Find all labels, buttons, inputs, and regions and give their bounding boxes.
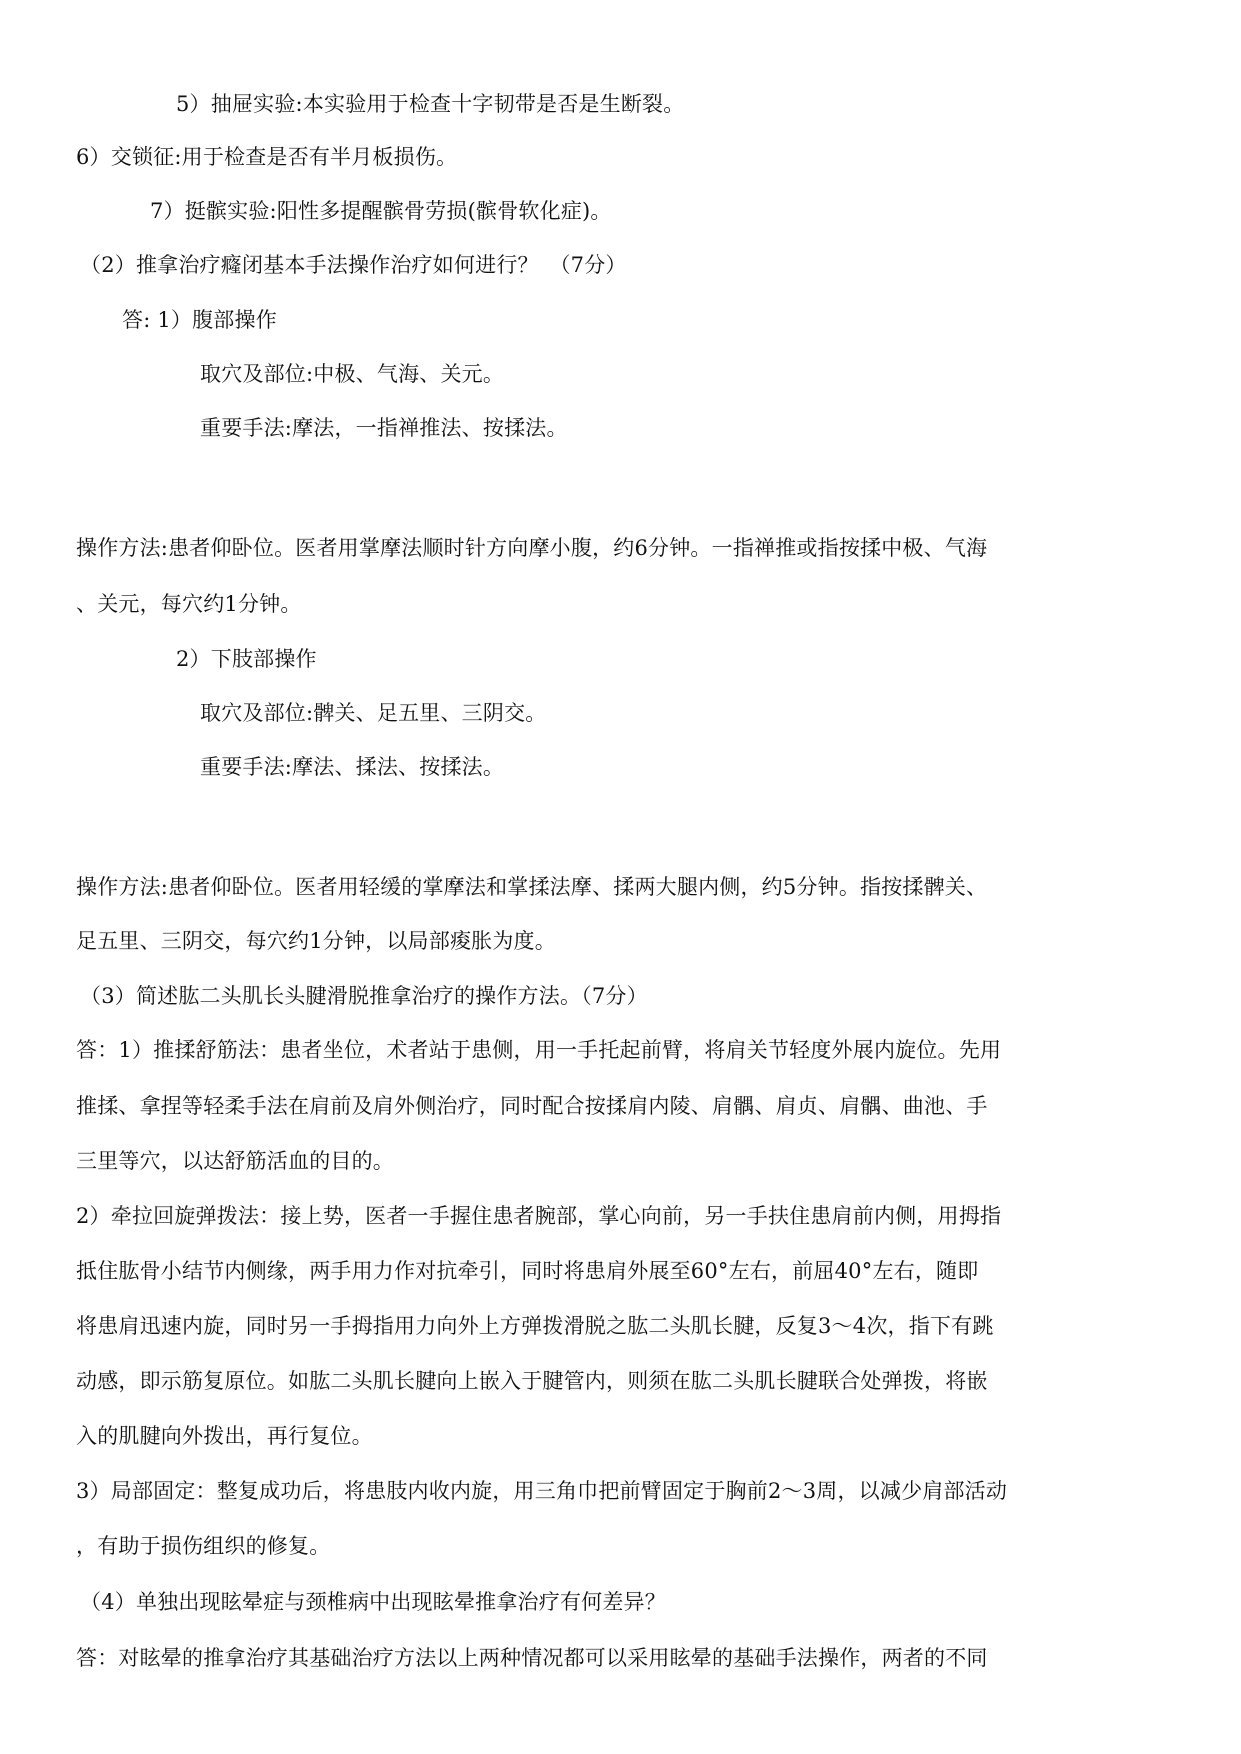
text-line: 抵住肱骨小结节内侧缘，两手用力作对抗牵引，同时将患肩外展至60°左右，前屈40°左右，随即 bbox=[76, 1259, 979, 1283]
text-line: 答：1）推揉舒筋法：患者坐位，术者站于患侧，用一手托起前臂，将肩关节轻度外展内旋位。先用 bbox=[76, 1038, 1002, 1062]
text-line: 重要手法:摩法，一指禅推法、按揉法。 bbox=[200, 416, 568, 440]
text-line: 6）交锁征:用于检查是否有半月板损伤。 bbox=[76, 145, 458, 169]
text-line: 将患肩迅速内旋，同时另一手拇指用力向外上方弹拨滑脱之肱二头肌长腱，反复3～4次，指下有跳 bbox=[76, 1314, 994, 1338]
text-line: 取穴及部位:髀关、足五里、三阴交。 bbox=[200, 701, 547, 725]
text-line: 足五里、三阴交，每穴约1分钟，以局部痠胀为度。 bbox=[76, 929, 556, 953]
text-line: 推揉、拿捏等轻柔手法在肩前及肩外侧治疗，同时配合按揉肩内陵、肩髃、肩贞、肩髃、曲池、手 bbox=[76, 1094, 988, 1118]
text-line: 操作方法:患者仰卧位。医者用掌摩法顺时针方向摩小腹，约6分钟。一指禅推或指按揉中极、气海 bbox=[76, 536, 988, 560]
text-line: 动感，即示筋复原位。如肱二头肌长腱向上嵌入于腱管内，则须在肱二头肌长腱联合处弹拨，将嵌 bbox=[76, 1369, 988, 1393]
text-line: 答: 1）腹部操作 bbox=[122, 308, 277, 332]
text-line: 答：对眩晕的推拿治疗其基础治疗方法以上两种情况都可以采用眩晕的基础手法操作，两者的不同 bbox=[76, 1646, 988, 1670]
section-heading: （2）推拿治疗癃闭基本手法操作治疗如何进行？ （7分） bbox=[80, 253, 627, 277]
text-line: 2）牵拉回旋弹拨法：接上势，医者一手握住患者腕部，掌心向前，另一手扶住患肩前内侧，用拇指 bbox=[76, 1204, 1002, 1228]
text-line: 三里等穴，以达舒筋活血的目的。 bbox=[76, 1149, 394, 1173]
text-line: 7）挺髌实验:阳性多提醒髌骨劳损(髌骨软化症)。 bbox=[150, 199, 612, 223]
text-line: 3）局部固定：整复成功后，将患肢内收内旋，用三角巾把前臂固定于胸前2～3周，以减少肩部活动 bbox=[76, 1479, 1008, 1503]
section-heading: （4）单独出现眩晕症与颈椎病中出现眩晕推拿治疗有何差异？ bbox=[80, 1590, 666, 1614]
text-line: 操作方法:患者仰卧位。医者用轻缓的掌摩法和掌揉法摩、揉两大腿内侧，约5分钟。指按揉髀关、 bbox=[76, 875, 988, 899]
text-line: 、关元，每穴约1分钟。 bbox=[76, 592, 302, 616]
text-line: 取穴及部位:中极、气海、关元。 bbox=[200, 362, 505, 386]
text-line: 入的肌腱向外拨出，再行复位。 bbox=[76, 1424, 373, 1448]
section-heading: （3）简述肱二头肌长头腱滑脱推拿治疗的操作方法。（7分） bbox=[80, 984, 648, 1008]
text-line: 5）抽屉实验:本实验用于检查十字韧带是否是生断裂。 bbox=[176, 92, 685, 116]
text-line: ，有助于损伤组织的修复。 bbox=[76, 1534, 331, 1558]
text-line: 重要手法:摩法、揉法、按揉法。 bbox=[200, 755, 505, 779]
text-line: 2）下肢部操作 bbox=[176, 647, 317, 671]
